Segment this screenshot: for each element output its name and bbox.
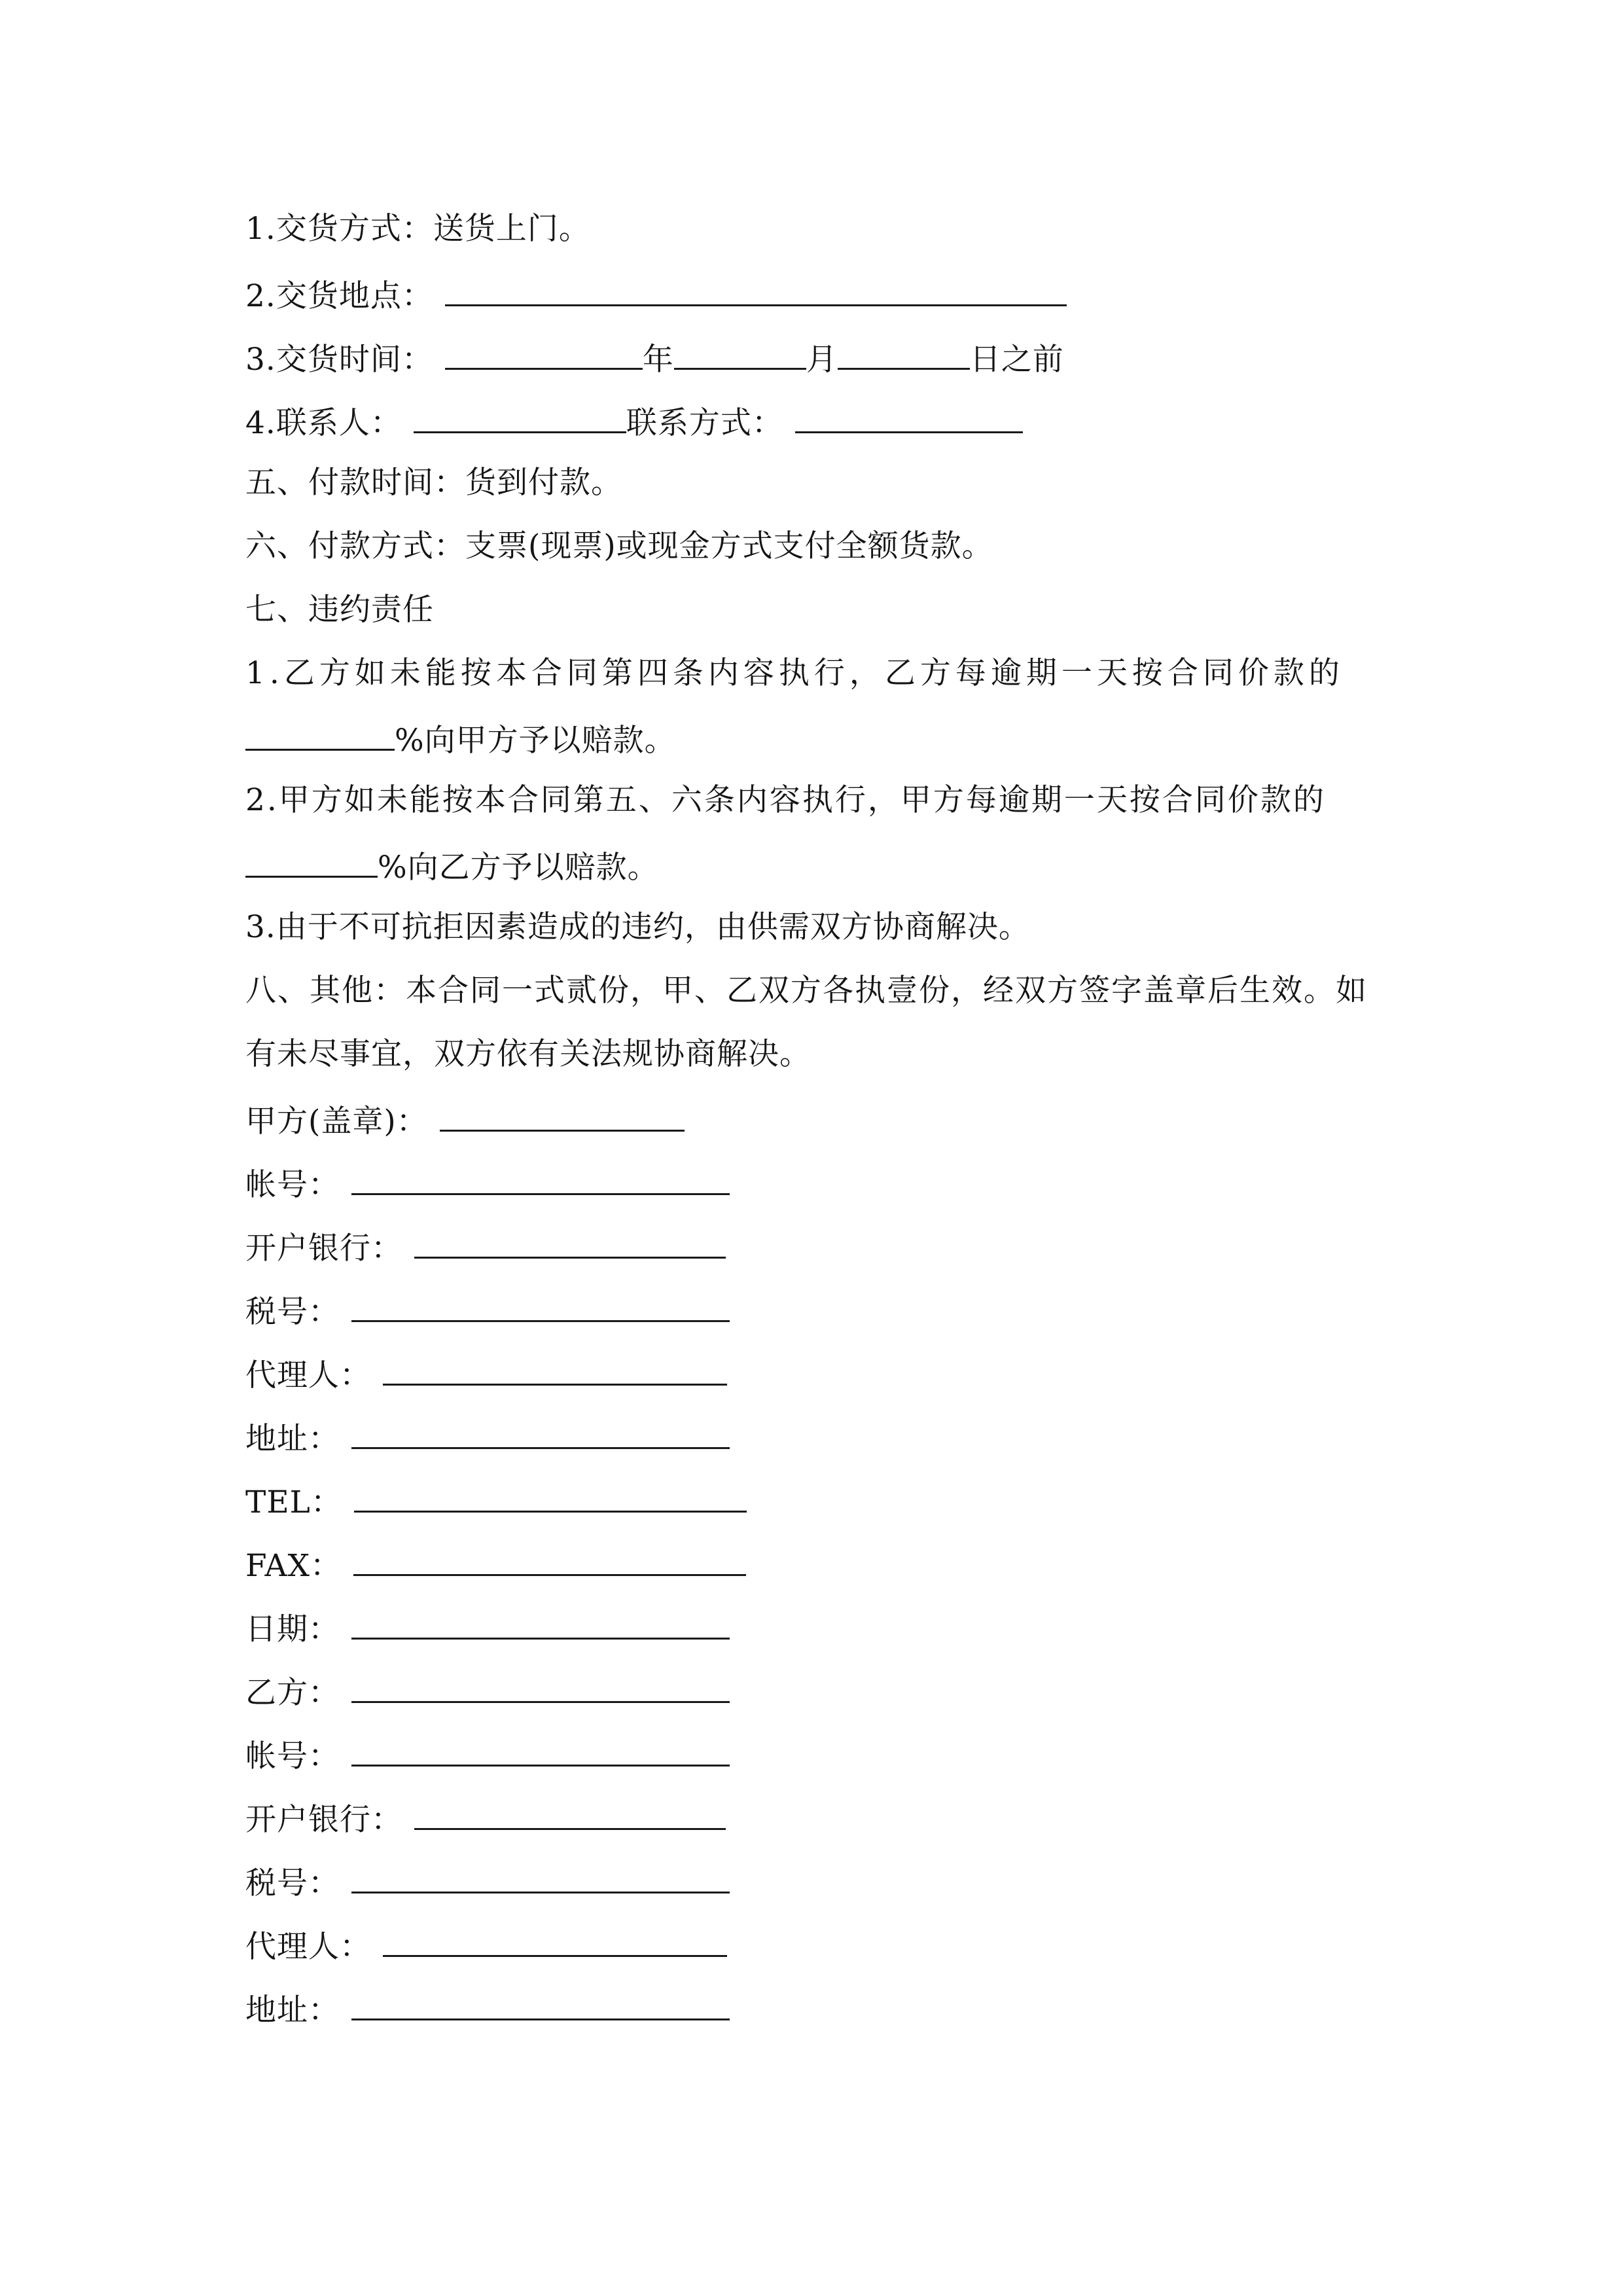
party-b-account-blank[interactable] (351, 1721, 730, 1767)
delivery-place-row (245, 261, 1067, 324)
liability-item1-line2 (245, 706, 676, 768)
liability-item3 (245, 896, 1030, 959)
party-a-agent-row (245, 1340, 727, 1403)
other-line2 (245, 1023, 811, 1086)
payment-method (245, 515, 993, 578)
liability-item3-text: 3.由于不可抗拒因素造成的违约，由供需双方协商解决。 (245, 909, 1030, 945)
party-a-account-blank[interactable] (351, 1150, 730, 1195)
contact-label: 4.联系人： (245, 405, 402, 441)
liability-item2-suffix: %向乙方予以赔款。 (378, 850, 659, 886)
party-a-bank-blank[interactable] (414, 1213, 726, 1259)
party-b-bank-blank[interactable] (414, 1785, 726, 1830)
party-a-bank-label: 开户银行： (245, 1230, 402, 1266)
liability-item2-line2 (245, 833, 659, 895)
party-a-tax-blank[interactable] (351, 1277, 730, 1322)
delivery-method (245, 198, 590, 260)
liability-heading-text: 七、违约责任 (245, 592, 434, 628)
party-a-account-row (245, 1150, 730, 1213)
payment-time (245, 452, 622, 514)
liability-item1-suffix: %向甲方予以赔款。 (395, 723, 676, 759)
party-a-agent-blank[interactable] (383, 1340, 727, 1386)
party-b-agent-row (245, 1912, 727, 1975)
party-a-seal-label: 甲方(盖章)： (245, 1103, 428, 1139)
party-b-address-row (245, 1975, 730, 2038)
party-b-account-label: 帐号： (245, 1738, 340, 1774)
liability-item1-percent-blank[interactable] (245, 706, 395, 751)
party-a-bank-row (245, 1213, 726, 1276)
party-a-fax-row (245, 1531, 746, 1594)
delivery-method-text: 1.交货方式：送货上门。 (245, 211, 590, 247)
delivery-time-row (245, 325, 1064, 387)
delivery-year-blank[interactable] (445, 325, 643, 370)
liability-item1-text: 1.乙方如未能按本合同第四条内容执行，乙方每逾期一天按合同价款的 (245, 655, 1344, 691)
party-b-bank-label: 开户银行： (245, 1802, 402, 1838)
delivery-time-label: 3.交货时间： (245, 342, 433, 378)
liability-item1-line1 (245, 642, 1344, 705)
party-b-address-blank[interactable] (351, 1975, 730, 2020)
party-b-tax-label: 税号： (245, 1865, 340, 1901)
party-b-bank-row (245, 1785, 726, 1848)
delivery-month-blank[interactable] (674, 325, 806, 370)
delivery-day-blank[interactable] (838, 325, 970, 370)
party-a-seal-row (245, 1086, 685, 1149)
payment-method-text: 六、付款方式：支票(现票)或现金方式支付全额货款。 (245, 528, 993, 564)
payment-time-text: 五、付款时间：货到付款。 (245, 465, 622, 501)
delivery-place-label: 2.交货地点： (245, 278, 433, 314)
contact-row (245, 388, 1023, 451)
other-line1 (245, 960, 1368, 1022)
party-b-name-blank[interactable] (351, 1658, 730, 1703)
party-a-fax-label: FAX： (245, 1548, 342, 1584)
party-a-seal-blank[interactable] (440, 1086, 685, 1132)
party-a-tel-row (245, 1467, 747, 1530)
party-a-tel-blank[interactable] (354, 1467, 747, 1513)
party-a-date-row (245, 1594, 730, 1657)
month-label: 月 (806, 342, 838, 378)
party-a-date-blank[interactable] (351, 1594, 730, 1640)
party-a-account-label: 帐号： (245, 1167, 340, 1203)
liability-item2-line1 (245, 769, 1326, 832)
other-line2-text: 有未尽事宜，双方依有关法规协商解决。 (245, 1036, 811, 1072)
party-b-account-row (245, 1721, 730, 1784)
party-b-tax-row (245, 1848, 730, 1911)
party-b-address-label: 地址： (245, 1992, 340, 2028)
party-a-tax-label: 税号： (245, 1294, 340, 1330)
liability-heading (245, 579, 434, 641)
liability-item2-percent-blank[interactable] (245, 833, 378, 878)
delivery-place-blank[interactable] (445, 261, 1067, 306)
year-label: 年 (642, 342, 674, 378)
party-b-name-row (245, 1658, 730, 1721)
party-a-tax-row (245, 1277, 730, 1340)
other-line1-text: 八、其他：本合同一式贰份，甲、乙双方各执壹份，经双方签字盖章后生效。如 (245, 973, 1368, 1009)
contact-blank[interactable] (414, 388, 626, 433)
party-a-address-blank[interactable] (351, 1404, 730, 1449)
party-b-name-label: 乙方： (245, 1675, 340, 1711)
liability-item2-text: 2.甲方如未能按本合同第五、六条内容执行，甲方每逾期一天按合同价款的 (245, 782, 1326, 818)
party-b-tax-blank[interactable] (351, 1848, 730, 1893)
day-before-label: 日之前 (969, 342, 1064, 378)
party-a-fax-blank[interactable] (353, 1531, 746, 1576)
party-a-address-label: 地址： (245, 1421, 340, 1457)
party-b-agent-blank[interactable] (383, 1912, 727, 1957)
contact-method-label: 联系方式： (626, 405, 783, 441)
party-b-agent-label: 代理人： (245, 1929, 371, 1965)
party-a-date-label: 日期： (245, 1611, 340, 1647)
contact-method-blank[interactable] (795, 388, 1023, 433)
party-a-tel-label: TEL： (245, 1484, 342, 1520)
party-a-address-row (245, 1404, 730, 1467)
party-a-agent-label: 代理人： (245, 1357, 371, 1393)
